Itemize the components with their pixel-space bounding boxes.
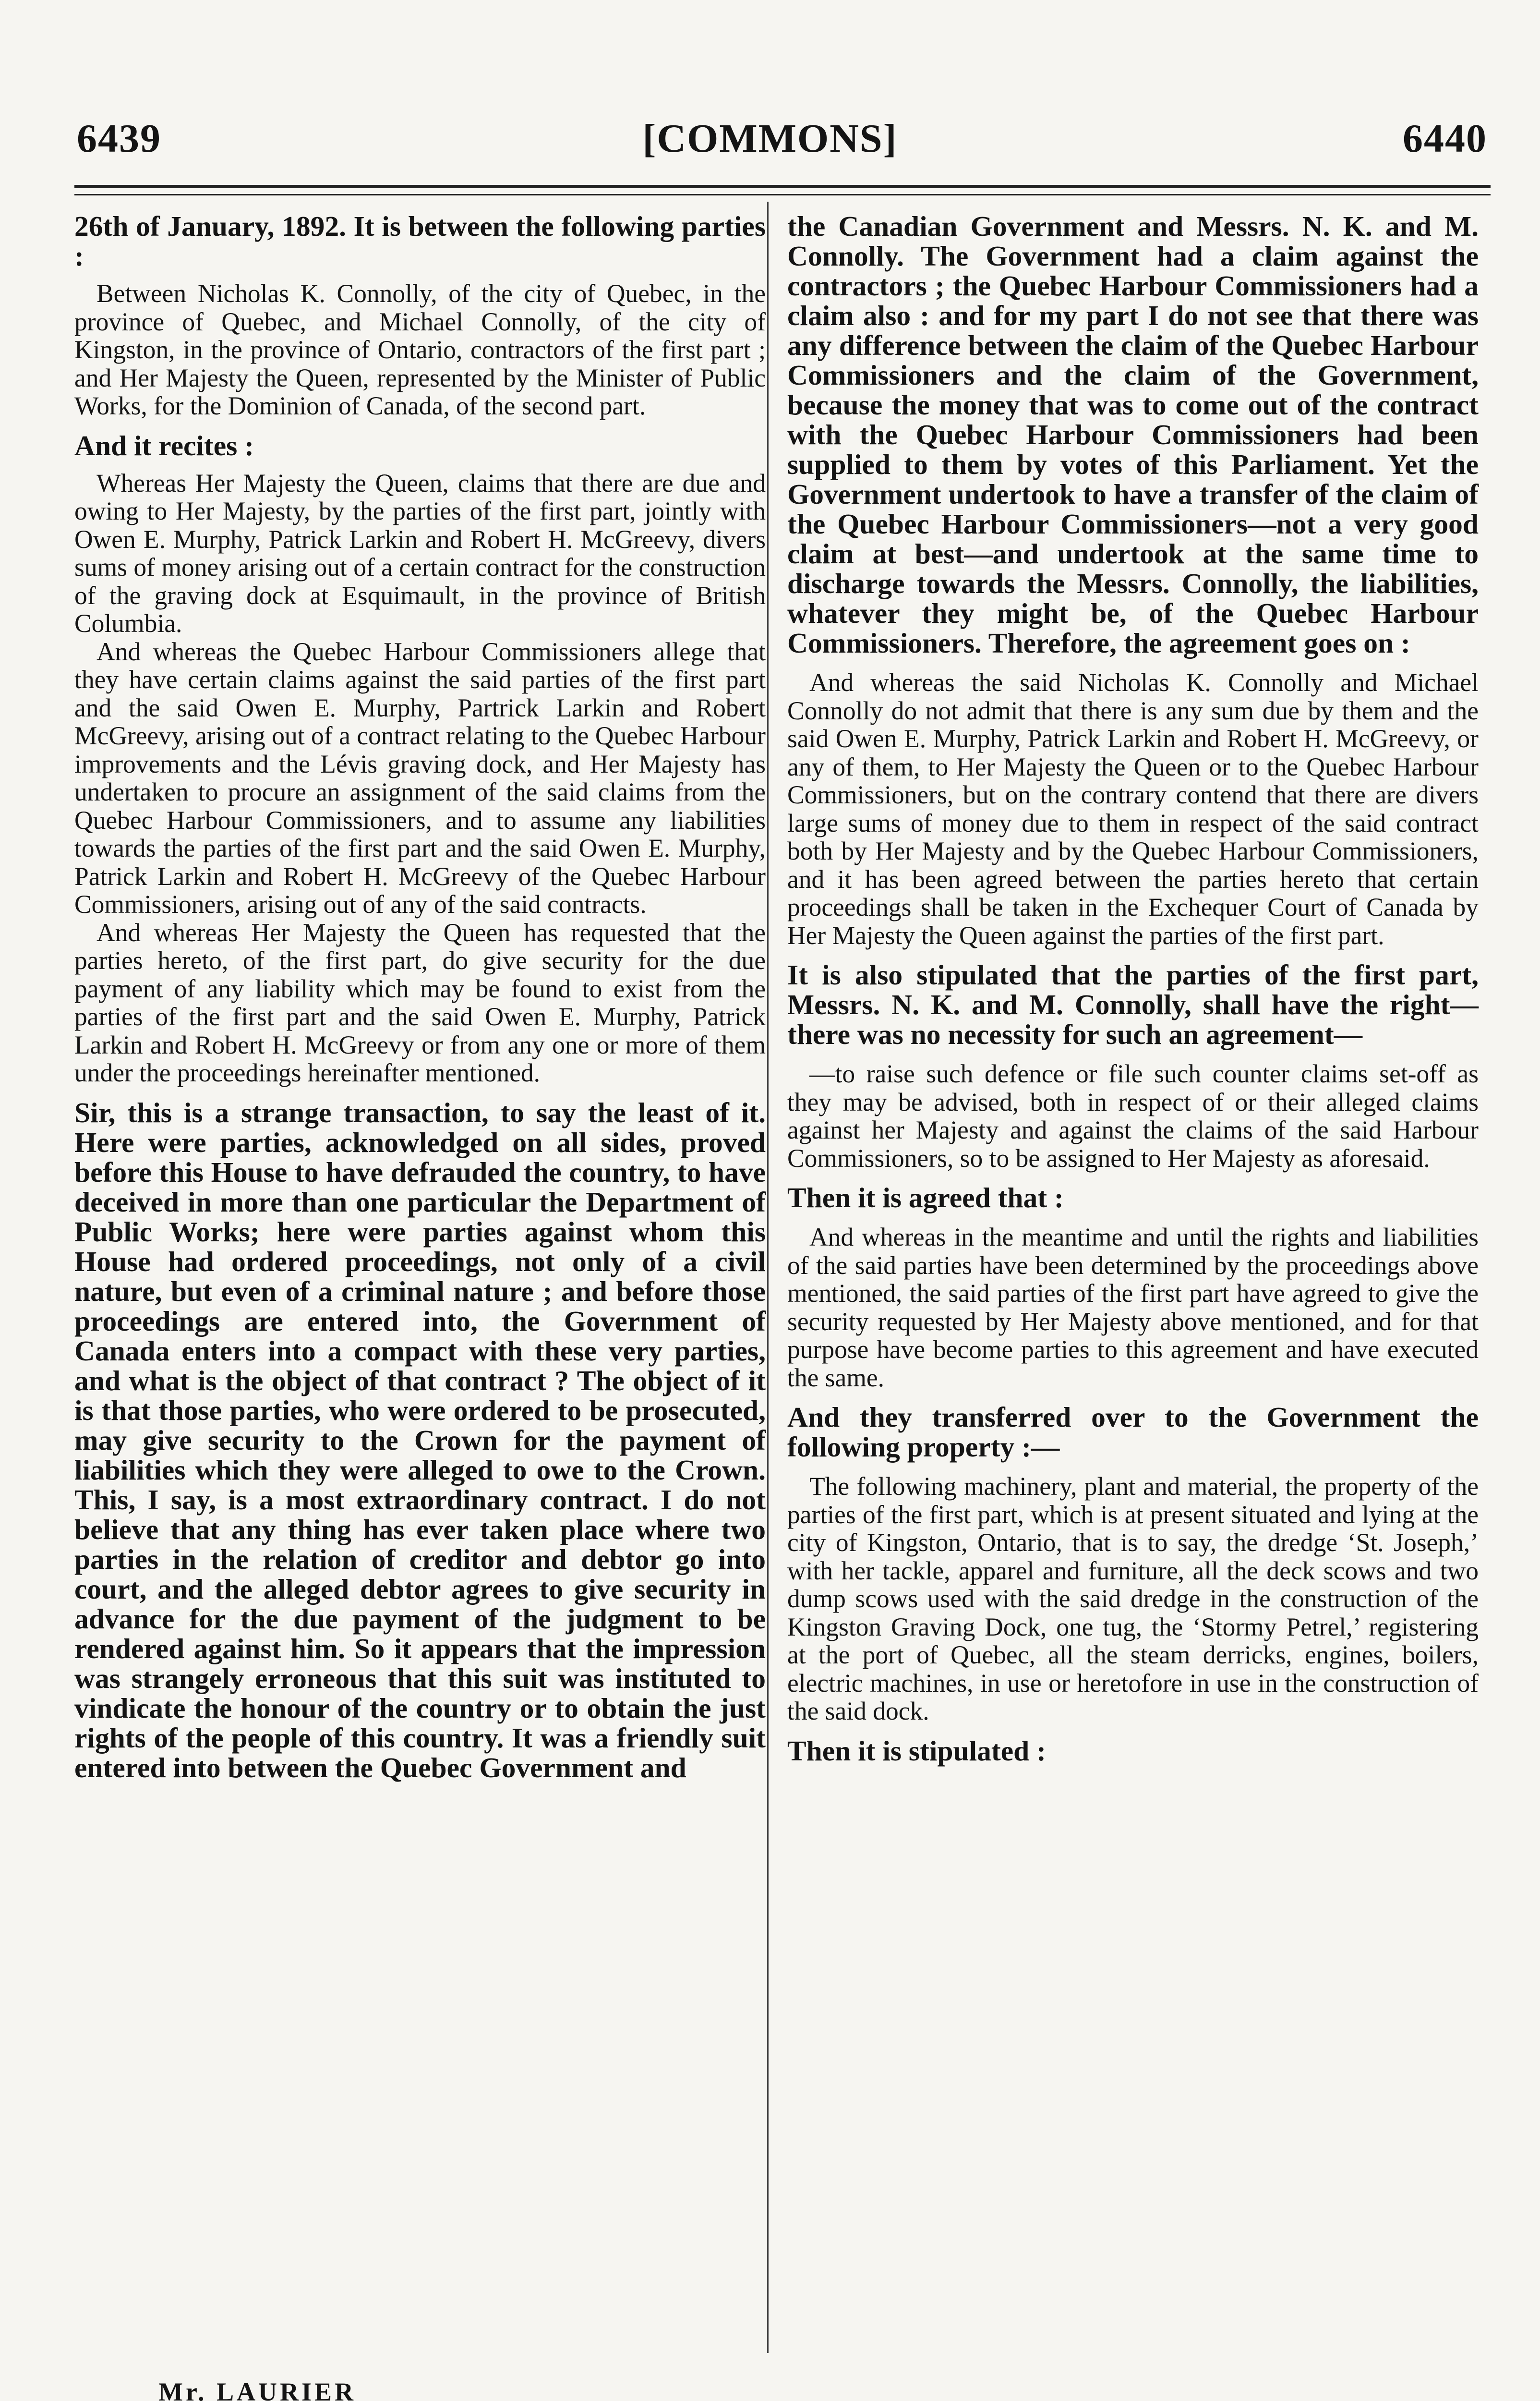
left-column [74, 211, 766, 1783]
speech-paragraph: And they transferred over to the Government the following property :— [787, 1401, 1479, 1463]
column-divider [767, 202, 769, 2353]
speech-paragraph: It is also stipulated that the parties of the first part, Messrs. N. K. and M. Connolly, shall have the right—there was no necessity for such an agreement— [787, 959, 1479, 1050]
quoted-paragraph: The following machinery, plant and material, the property of the parties of the first part, which is at present situated and lying at the city of Kingston, Ontario, that is to say, the dredge ‘St. Joseph,’ with her tackle, apparel and furniture, all the deck scows and two dump scows used with the said dredge in the construction of the Kingston Graving Dock, one tug, the ‘Stormy Petrel,’ registering at the port of Quebec, all the steam derricks, engines, boilers, electric machines, in use or heretofore in use in the construction of the said dock. [787, 1472, 1479, 1725]
speech-paragraph: Then it is stipulated : [787, 1734, 1046, 1767]
speech-paragraph: And it recites : [74, 429, 254, 461]
speech-paragraph: Then it is agreed that : [787, 1182, 1064, 1213]
quoted-paragraph: And whereas the said Nicholas K. Connolly and Michael Connolly do not admit that there is any sum due by them and the said Owen E. Murphy, Patrick Larkin and Robert H. McGreevy, or any of them, to Her Majesty the Queen or to the Quebec Harbour Commissioners, but on the contrary contend that there are divers large sums of money due to them in respect of the said contract both by Her Majesty and by the Quebec Harbour Commissioners, and it has been agreed between the parties hereto that certain proceedings shall be taken in the Exchequer Court of Canada by Her Majesty the Queen against the parties of the first part. [787, 668, 1479, 950]
speech-paragraph: Sir, this is a strange transaction, to say the least of it. Here were parties, acknowledged on all sides, proved before this House to have defrauded the country, to have deceived in more than one particular the Department of Public Works; here were parties against whom this House had ordered proceedings, not only of a civil nature, but even of a criminal nature ; and before those proceedings are entered into, the Government of Canada enters into a compact with these very parties, and what is the object of that contract ? The object of it is that those parties, who were ordered to be prosecuted, may give security to the Crown for the payment of liabilities which they were alleged to owe to the Crown. This, I say, is a most extraordinary contract. I do not believe that any thing has ever taken place where two parties in the relation of creditor and debtor go into court, and the alleged debtor agrees to give security in advance for the due payment of the judgment to be rendered against him. So it appears that the impression was strangely erroneous that this suit was instituted to vindicate the honour of the country or to obtain the just rights of the people of this country. It was a friendly suit entered into between the Quebec Government and [74, 1096, 766, 1783]
quoted-paragraph: Between Nicholas K. Connolly, of the city of Quebec, in the province of Quebec, and Michael Connolly, of the city of Kingston, in the province of Ontario, contractors of the first part ; and Her Majesty the Queen, represented by the Minister of Public Works, for the Dominion of Canada, of the second part. [74, 279, 766, 420]
page-number-left: 6439 [77, 116, 161, 161]
header-rule-thin [74, 194, 1491, 195]
header-rule-thick [74, 185, 1491, 188]
quoted-paragraph: —to raise such defence or file such counter claims set-off as they may be advised, both in respect of or their alleged claims against her Majesty and against the claims of the said Harbour Commissioners, so to be assigned to Her Majesty as aforesaid. [787, 1059, 1479, 1173]
quoted-paragraph: And whereas in the meantime and until the rights and liabilities of the said parties have been determined by the proceedings above mentioned, the said parties of the first part have agreed to give the security requested by Her Majesty above mentioned, and for that purpose have become parties to this agreement and have executed the same. [787, 1223, 1479, 1392]
quoted-paragraph: And whereas the Quebec Harbour Commissioners allege that they have certain claims against the said parties of the first part and the said Owen E. Murphy, Partrick Larkin and Robert McGreevy, arising out of a contract relating to the Quebec Harbour improvements and the Lévis graving dock, and Her Majesty has undertaken to procure an assignment of the said claims from the Quebec Harbour Commissioners, and to assume any liabilities towards the parties of the first part and the said Owen E. Murphy, Patrick Larkin and Robert H. McGreevy of the Quebec Harbour Commissioners, arising out of any of the said contracts. [74, 637, 766, 919]
quoted-paragraph: Whereas Her Majesty the Queen, claims that there are due and owing to Her Majesty, by the parties of the first part, jointly with Owen E. Murphy, Patrick Larkin and Robert H. McGreevy, divers sums of money arising out of a certain contract for the construction of the graving dock at Esquimault, in the province of British Columbia. [74, 468, 766, 638]
quoted-paragraph: And whereas Her Majesty the Queen has requested that the parties hereto, of the first part, do give security for the due payment of any liability which may be found to exist from the parties of the first part and the said Owen E. Murphy, Patrick Larkin and Robert H. McGreevy or from any one or more of them under the proceedings hereinafter mentioned. [74, 918, 766, 1087]
page-header [0, 0, 1540, 182]
speech-paragraph: the Canadian Government and Messrs. N. K. and M. Connolly. The Government had a claim against the contractors ; the Quebec Harbour Commissioners had a claim also : and for my part I do not see that there was any difference between the claim of the Quebec Harbour Commissioners and the claim of the Government, because the money that was to come out of the contract with the Quebec Harbour Commissioners had been supplied to them by votes of this Parliament. Yet the Government undertook to have a transfer of the claim of the Quebec Harbour Commissioners—not a very good claim at best—and undertook at the same time to discharge towards the Messrs. Connolly, the liabilities, whatever they might be, of the Quebec Harbour Commissioners. Therefore, the agreement goes on : [787, 210, 1479, 659]
page-number-right: 6440 [1403, 116, 1487, 161]
speech-paragraph: 26th of January, 1892. It is between the following parties : [74, 210, 766, 272]
right-column [787, 211, 1479, 1766]
page-title: [COMMONS] [642, 116, 898, 161]
footer-speaker-name: Mr. LAURIER [158, 2377, 357, 2401]
